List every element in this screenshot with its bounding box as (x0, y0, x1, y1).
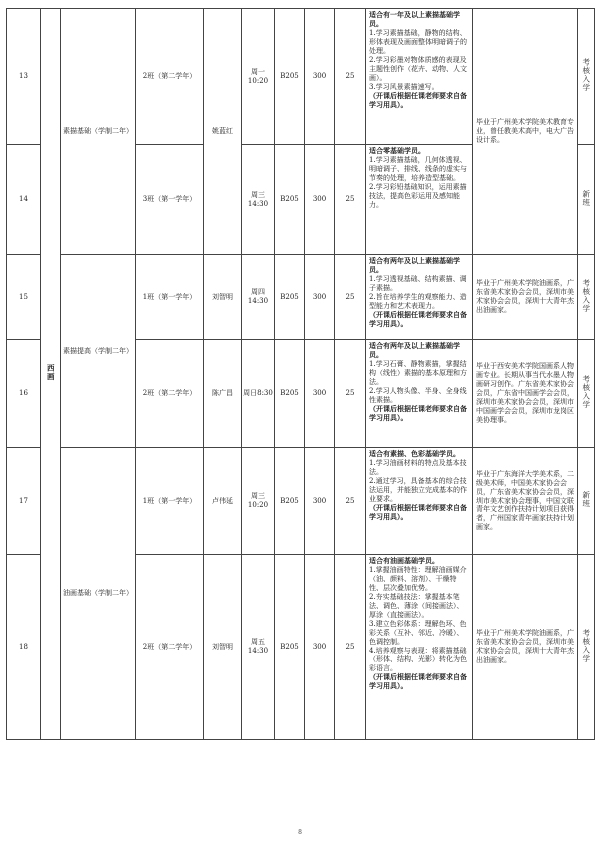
teacher-name: 刘智明 (204, 255, 242, 340)
teacher-intro: 毕业于广州美术学院油画系，广东省美术家协会会员，深圳市美术家协会会员，深圳十大青年杰出油画家。 (473, 255, 578, 340)
teacher-name: 陈广昌 (204, 340, 242, 448)
course-description: 适合有素描、色彩基础学员。 1.学习油画材料的特点及基本技法。 2.通过学习，具备基本的综合技法运用，并能独立完成基本的作业要求。 （开课后根据任课老师要求自备学习用具）。 (366, 448, 473, 555)
class-name: 1班（第一学年） (136, 448, 204, 555)
fee: 300 (305, 555, 335, 740)
hours: 25 (335, 340, 366, 448)
classroom: B205 (275, 255, 305, 340)
course-description: 适合有一年及以上素描基础学员。 1.学习素描基础，静物的结构、形体表现及画面整体明暗调子的处理。 2.学习彩墨对物体质感的表现及主题性创作（花卉、动物、人文画）。 3.学习风景素描速写。 （开课后根据任课老师要求自备学习用具）。 (366, 9, 473, 145)
teacher-intro: 毕业于西安美术学院国画系人物画专业。长期从事当代水墨人物画研习创作。广东省美术家协会会员，广东省中国画学会会员，深圳市美术家协会会员，深圳市中国画学会会员，深圳市龙岗区美协理事。 (473, 340, 578, 448)
teacher-intro: 毕业于广州美术学院油画系，广东省美术家协会会员，深圳市美术家协会会员，深圳十大青年杰出油画家。 (473, 555, 578, 740)
fee: 300 (305, 255, 335, 340)
class-name: 2班（第二学年） (136, 9, 204, 145)
row-number: 16 (7, 340, 41, 448)
class-time: 周三10:20 (242, 448, 275, 555)
table-row (7, 255, 595, 340)
fee: 300 (305, 9, 335, 145)
course-name: 油画基础（学制二年） (61, 448, 136, 740)
teacher-name: 卢伟延 (204, 448, 242, 555)
course-description: 适合有两年及以上素描基础学员。 1.学习石膏、静物素描，掌握结构（线性）素描的基本原理和方法。 2.学习人物头像、半身、全身线性素描。 （开课后根据任课老师要求自备学习用具）。 (366, 340, 473, 448)
hours: 25 (335, 555, 366, 740)
course-description: 适合有油画基础学员。 1.掌握油画特性：理解油画媒介（油、颜料、溶剂）、干燥特性、层次叠加优势。 2.夯实基础技法：掌握基本笔法、调色、薄涂（间接画法）、厚涂（直接画法）。 3.建立色彩体系：理解色环、色彩关系（互补、邻近、冷暖）、色调控制。 4.培养观察与表现：将素描基础（形体、结构、光影）转化为色彩语言。 （开课后根据任课老师要求自备学习用具）。 (366, 555, 473, 740)
fee: 300 (305, 448, 335, 555)
table-row (7, 9, 595, 145)
course-name: 素描基础（学制二年） (61, 9, 136, 255)
course-table (6, 8, 595, 740)
remark: 新班 (578, 145, 595, 255)
hours: 25 (335, 145, 366, 255)
remark: 考核入学 (578, 9, 595, 145)
teacher-intro: 毕业于广东海洋大学美术系，二级美术师，中国美术家协会会员，广东省美术家协会会员，深圳市美术家协会理事，中国文联青年文艺创作扶持计划项目获得者，广州国家青年画家扶持计划画家。 (473, 448, 578, 555)
fee: 300 (305, 145, 335, 255)
course-description: 适合有两年及以上素描基础学员。 1.学习透视基础、结构素描、调子素描。 2.旨在培养学生的观察能力、造型能力和艺术表现力。 （开课后根据任课老师要求自备学习用具）。 (366, 255, 473, 340)
hours: 25 (335, 448, 366, 555)
class-name: 3班（第一学年） (136, 145, 204, 255)
course-name: 素描提高（学制二年） (61, 255, 136, 448)
class-name: 1班（第一学年） (136, 255, 204, 340)
row-number: 13 (7, 9, 41, 145)
teacher-name: 姚蓝红 (204, 9, 242, 255)
classroom: B205 (275, 145, 305, 255)
classroom: B205 (275, 555, 305, 740)
class-name: 2班（第二学年） (136, 340, 204, 448)
teacher-intro: 毕业于广州美术学院美术教育专业，曾任教美术高中，电大广告设计系。 (473, 9, 578, 255)
table-row (7, 448, 595, 555)
page-number: 8 (298, 829, 302, 836)
remark: 新班 (578, 448, 595, 555)
class-name: 2班（第二学年） (136, 555, 204, 740)
course-description: 适合零基础学员。 1.学习素描基础，几何体透视、明暗调子、排线、线条的虚实与节奏的处理，培养造型基础。 2.学习彩铅基础知识，运用素描技法，提高色彩运用及感知能力。 (366, 145, 473, 255)
remark: 考核入学 (578, 555, 595, 740)
class-time: 周四14:30 (242, 255, 275, 340)
class-time: 周一10:20 (242, 9, 275, 145)
row-number: 18 (7, 555, 41, 740)
class-time: 周五14:30 (242, 555, 275, 740)
department-label: 西画 (46, 364, 56, 382)
class-time: 周三14:30 (242, 145, 275, 255)
class-time: 周日8:30 (242, 340, 275, 448)
classroom: B205 (275, 448, 305, 555)
classroom: B205 (275, 340, 305, 448)
hours: 25 (335, 255, 366, 340)
remark: 考核入学 (578, 340, 595, 448)
hours: 25 (335, 9, 366, 145)
row-number: 14 (7, 145, 41, 255)
teacher-name: 刘智明 (204, 555, 242, 740)
remark: 考核入学 (578, 255, 595, 340)
row-number: 17 (7, 448, 41, 555)
department-cell (41, 9, 61, 740)
fee: 300 (305, 340, 335, 448)
classroom: B205 (275, 9, 305, 145)
row-number: 15 (7, 255, 41, 340)
